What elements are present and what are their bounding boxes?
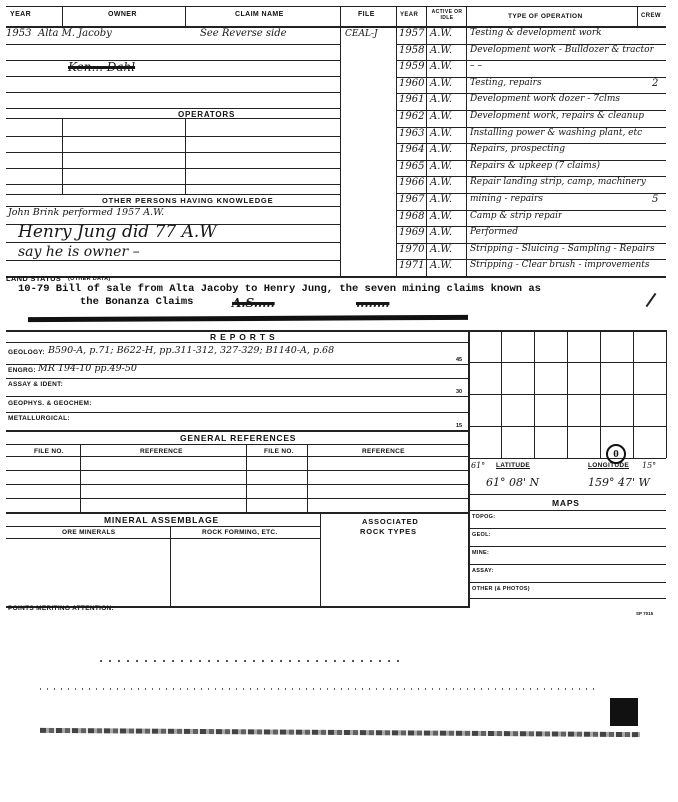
col-file-no-2: FILE NO. <box>264 448 294 455</box>
operation-status: A.W. <box>430 243 453 255</box>
longitude-label: LONGITUDE <box>588 462 629 469</box>
maps-topog: TOPOG: <box>472 514 496 520</box>
col-reference-1: REFERENCE <box>140 448 183 455</box>
scan-noise <box>100 660 400 662</box>
engrg-label: ENGRG: <box>8 367 36 374</box>
operation-year: 1961 <box>399 94 425 106</box>
operation-type: mining - repairs <box>470 194 543 204</box>
lon-prefix: 15° <box>642 461 657 470</box>
operation-year: 1959 <box>399 61 425 73</box>
owner-name: Alta M. Jacoby <box>38 28 112 39</box>
maps-mine: MINE: <box>472 550 490 556</box>
header-year: YEAR <box>10 11 32 18</box>
land-status-label: LAND STATUS <box>6 274 62 283</box>
longitude-value: 159° 47' W <box>588 476 650 489</box>
operation-status: A.W. <box>430 194 453 205</box>
header-active-idle: ACTIVE OR IDLE <box>431 9 463 21</box>
operation-type: Repairs, prospecting <box>470 144 566 155</box>
scan-streak <box>40 728 640 737</box>
operation-year: 1962 <box>399 111 425 122</box>
form-number: SP 7015 <box>636 611 654 616</box>
map-grid-line <box>468 394 666 395</box>
operation-type: Performed <box>470 227 518 238</box>
circled-mark: 0 <box>606 444 626 464</box>
operators-title: OPERATORS <box>178 110 236 119</box>
operation-type: Stripping - Clear brush - improvements <box>470 260 650 271</box>
operation-status: A.W. <box>430 28 453 39</box>
operation-status: A.W. <box>430 127 453 139</box>
engrg-value: MR 194-10 pp.49-50 <box>38 363 137 374</box>
scale-15: 15 <box>456 423 463 429</box>
operation-type: Installing power & washing plant, etc <box>470 127 643 138</box>
rock-forming-label: ROCK FORMING, ETC. <box>202 529 278 536</box>
operation-type: – – <box>470 61 482 72</box>
header-year-2: YEAR <box>400 12 419 18</box>
map-grid-line <box>666 330 667 458</box>
operation-type: Development work - Bulldozer & tractor <box>470 44 654 55</box>
others-title: OTHER PERSONS HAVING KNOWLEDGE <box>102 196 274 205</box>
operation-status: A.W. <box>430 77 453 89</box>
metallurgical-label: METALLURGICAL: <box>8 415 70 422</box>
reports-title: R E P O R T S <box>210 332 276 342</box>
scale-30: 30 <box>456 389 463 395</box>
operation-status: A.W. <box>430 177 453 189</box>
operation-type: Camp & strip repair <box>470 210 563 221</box>
operation-type: Repairs & upkeep (7 claims) <box>470 160 600 171</box>
operation-year: 1970 <box>399 243 425 255</box>
strike-bar <box>28 315 468 322</box>
land-status-line-2: the Bonanza Claims <box>80 296 194 308</box>
operation-year: 1969 <box>399 227 425 239</box>
map-grid-line <box>468 362 666 363</box>
geology-value: B590-A, p.71; B622-H, pp.311-312, 327-329; B1140-A, p.68 <box>48 345 335 356</box>
operation-type: Stripping - Sluicing - Sampling - Repairs <box>470 243 655 254</box>
land-status-other: (OTHER DATA) <box>68 276 111 282</box>
scan-block <box>610 698 638 726</box>
operation-type: Repair landing strip, camp, machinery <box>470 177 646 188</box>
owner-year: 1953 <box>6 28 32 39</box>
operation-status: A.W. <box>430 61 453 73</box>
map-grid-line <box>468 458 666 459</box>
operation-year: 1965 <box>399 160 425 172</box>
operation-status: A.W. <box>430 44 453 56</box>
mineral-title: MINERAL ASSEMBLAGE <box>104 515 219 525</box>
latitude-label: LATITUDE <box>496 462 531 469</box>
struck-owner: Ken... Dahl <box>68 60 136 74</box>
operation-year: 1957 <box>399 28 425 39</box>
operation-type: Development work, repairs & cleanup <box>470 111 644 121</box>
file-number: CEAL-J <box>345 29 378 39</box>
others-line-2: Henry Jung did 77 A.W <box>18 222 217 242</box>
operation-year: 1958 <box>399 44 425 56</box>
header-file: FILE <box>358 11 375 18</box>
geology-label: GEOLOGY: <box>8 349 45 356</box>
maps-other: OTHER (& PHOTOS) <box>472 586 530 592</box>
operation-year: 1967 <box>399 194 425 205</box>
operation-year: 1971 <box>399 260 425 272</box>
operation-year: 1960 <box>399 77 425 89</box>
operation-status: A.W. <box>430 111 453 122</box>
operation-status: A.W. <box>430 227 453 239</box>
others-line-1: John Brink performed 1957 A.W. <box>8 207 165 218</box>
lat-prefix: 61° <box>471 461 486 470</box>
operation-status: A.W. <box>430 210 453 222</box>
operation-type: Development work dozer - 7clms <box>470 94 620 105</box>
maps-geol: GEOL: <box>472 532 491 538</box>
claim-name: See Reverse side <box>200 28 287 39</box>
operation-status: A.W. <box>430 144 453 156</box>
col-reference-2: REFERENCE <box>362 448 405 455</box>
points-meriting-label: POINTS MERITING ATTENTION: <box>8 605 115 612</box>
associated-label: ASSOCIATED <box>362 517 419 526</box>
latitude-value: 61° 08' N <box>486 476 540 489</box>
header-crew: CREW <box>641 13 661 19</box>
operation-crew: 5 <box>652 194 659 205</box>
land-status-struck-2: ........ <box>356 296 390 310</box>
operation-year: 1966 <box>399 177 425 189</box>
operation-year: 1968 <box>399 210 425 222</box>
operation-crew: 2 <box>652 77 659 89</box>
assay-label: ASSAY & IDENT: <box>8 381 64 388</box>
header-type-operation: TYPE OF OPERATION <box>508 13 583 20</box>
land-status-struck-1: A.S..... <box>232 296 275 310</box>
map-grid-line <box>468 426 666 427</box>
col-file-no-1: FILE NO. <box>34 448 64 455</box>
header-owner: OWNER <box>108 11 137 18</box>
operation-status: A.W. <box>430 94 453 106</box>
land-status-line-1: 10-79 Bill of sale from Alta Jacoby to Henry Jung, the seven mining claims known as <box>18 283 541 295</box>
operation-year: 1963 <box>399 127 425 139</box>
operation-type: Testing & development work <box>470 28 602 38</box>
pen-mark <box>646 293 657 307</box>
others-line-3: say he is owner – <box>18 244 140 260</box>
header-claim-name: CLAIM NAME <box>235 11 284 18</box>
scale-45: 45 <box>456 357 463 363</box>
operation-year: 1964 <box>399 144 425 156</box>
geophys-label: GEOPHYS. & GEOCHEM: <box>8 400 92 407</box>
operation-status: A.W. <box>430 160 453 172</box>
ore-minerals-label: ORE MINERALS <box>62 529 116 536</box>
operation-status: A.W. <box>430 260 453 272</box>
maps-title: MAPS <box>552 498 580 508</box>
scan-noise <box>40 688 600 690</box>
rock-types-label: ROCK TYPES <box>360 527 417 536</box>
maps-assay: ASSAY: <box>472 568 494 574</box>
operation-type: Testing, repairs <box>470 77 542 88</box>
general-refs-title: GENERAL REFERENCES <box>180 433 297 443</box>
